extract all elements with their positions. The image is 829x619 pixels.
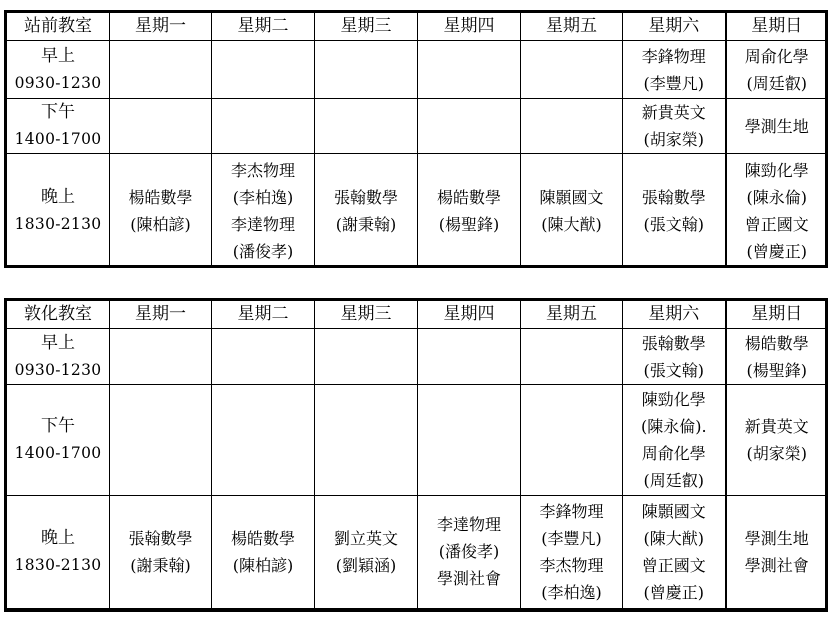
course-cell	[726, 495, 828, 608]
slot-label-cell	[7, 41, 110, 99]
slot-label-cell	[7, 385, 110, 495]
slot-name: 下午	[41, 415, 75, 436]
course-cell	[418, 385, 521, 495]
course-cell	[315, 41, 418, 99]
course-cell	[212, 154, 315, 268]
slot-name: 早上	[41, 45, 75, 66]
course-line: (潘俊孝)	[438, 542, 500, 562]
room-name: 敦化教室	[7, 301, 110, 329]
course-line: 楊皓數學	[128, 187, 193, 207]
slot-time: 1400-1700	[14, 130, 102, 148]
slot-row	[7, 385, 828, 495]
course-cell	[623, 41, 726, 99]
course-line: (陳永倫)	[746, 187, 807, 207]
course-cell	[315, 329, 418, 385]
room-name: 站前教室	[7, 13, 110, 41]
course-cell	[418, 99, 521, 154]
course-line: (陳柏諺)	[130, 214, 191, 234]
day-header: 星期日	[726, 13, 828, 41]
timetable-zhanqian	[4, 10, 828, 268]
course-line: (張文翰)	[643, 214, 704, 234]
course-cell	[110, 329, 212, 385]
course-line: (潘俊孝)	[232, 241, 294, 261]
course-cell	[521, 385, 623, 495]
header-row	[7, 301, 828, 329]
course-cell	[212, 495, 315, 608]
course-line: (周廷叡)	[643, 470, 704, 490]
course-line: (李柏逸)	[232, 187, 294, 207]
day-header: 星期二	[212, 301, 315, 329]
course-cell	[726, 154, 828, 268]
day-header: 星期一	[110, 13, 212, 41]
course-line: 劉立英文	[333, 528, 398, 548]
course-line: (楊聖鋒)	[746, 360, 807, 380]
course-line: 陳勁化學	[641, 389, 706, 409]
slot-time: 1400-1700	[14, 443, 102, 462]
course-cell	[212, 41, 315, 99]
course-line: (陳大猷)	[541, 214, 602, 234]
course-cell	[315, 385, 418, 495]
course-cell	[623, 495, 726, 608]
slot-time: 0930-1230	[14, 73, 102, 92]
slot-time: 0930-1230	[14, 360, 102, 379]
course-line: (李豐凡)	[541, 528, 602, 548]
course-line: 學測社會	[436, 569, 501, 589]
day-header: 星期六	[623, 13, 726, 41]
course-line: (周廷叡)	[746, 73, 807, 93]
course-cell	[110, 41, 212, 99]
course-line: 李鋒物理	[641, 46, 706, 66]
slot-name: 晚上	[41, 527, 75, 548]
course-line: 陳顥國文	[641, 501, 706, 521]
course-line: (謝秉翰)	[130, 555, 191, 575]
course-cell	[315, 495, 418, 608]
day-header: 星期三	[315, 301, 418, 329]
day-header: 星期五	[521, 301, 623, 329]
course-line: 楊皓數學	[230, 528, 295, 548]
course-cell	[726, 41, 828, 99]
course-cell	[110, 385, 212, 495]
course-cell	[726, 385, 828, 495]
slot-time: 1830-2130	[14, 214, 102, 233]
course-line: 張翰數學	[128, 528, 193, 548]
course-line: (曾慶正)	[643, 582, 704, 602]
course-line: 學測生地	[744, 116, 809, 136]
slot-label-cell	[7, 99, 110, 154]
course-line: 李達物理	[436, 515, 501, 535]
course-cell	[726, 329, 828, 385]
course-line: 楊皓數學	[744, 333, 809, 353]
course-cell	[315, 154, 418, 268]
course-line: (李柏逸)	[541, 582, 602, 602]
course-line: 張翰數學	[641, 333, 706, 353]
course-line: 李達物理	[230, 214, 295, 234]
course-cell	[418, 41, 521, 99]
slot-row	[7, 99, 828, 154]
course-line: 學測生地	[744, 528, 809, 548]
course-cell	[110, 99, 212, 154]
slot-label-cell	[7, 495, 110, 608]
course-line: (劉穎涵)	[335, 555, 397, 575]
course-cell	[418, 495, 521, 608]
course-line: (胡家榮)	[746, 443, 807, 463]
course-line: (陳大猷)	[643, 528, 704, 548]
course-line: 新貴英文	[744, 416, 809, 436]
course-line: 曾正國文	[641, 555, 706, 575]
slot-label-cell	[7, 154, 110, 268]
course-line: 李杰物理	[230, 160, 295, 180]
course-line: 周俞化學	[744, 46, 809, 66]
course-line: (胡家榮)	[643, 130, 704, 149]
course-cell	[212, 385, 315, 495]
slot-row	[7, 495, 828, 608]
course-line: 李鋒物理	[539, 501, 604, 521]
course-line: 新貴英文	[641, 103, 706, 122]
course-line: 張翰數學	[641, 187, 706, 207]
course-cell	[521, 329, 623, 385]
course-line: 陳顥國文	[539, 187, 604, 207]
course-line: 周俞化學	[641, 443, 706, 463]
slot-name: 早上	[41, 332, 75, 353]
course-cell	[623, 329, 726, 385]
slot-row	[7, 154, 828, 268]
course-cell	[623, 154, 726, 268]
day-header: 星期一	[110, 301, 212, 329]
day-header: 星期四	[418, 301, 521, 329]
course-cell	[623, 99, 726, 154]
course-line: (楊聖鋒)	[438, 214, 500, 234]
course-cell	[212, 99, 315, 154]
course-line: (張文翰)	[643, 360, 704, 380]
course-line: (李豐凡)	[643, 73, 704, 93]
course-cell	[110, 154, 212, 268]
course-cell	[521, 41, 623, 99]
course-cell	[212, 329, 315, 385]
course-cell	[726, 99, 828, 154]
course-line: 李杰物理	[539, 555, 604, 575]
slot-row	[7, 329, 828, 385]
slot-time: 1830-2130	[14, 555, 102, 574]
slot-name: 下午	[41, 102, 75, 122]
course-line: 張翰數學	[333, 187, 398, 207]
course-line: 曾正國文	[744, 214, 809, 234]
slot-label-cell	[7, 329, 110, 385]
day-header: 星期三	[315, 13, 418, 41]
day-header: 星期六	[623, 301, 726, 329]
course-cell	[521, 154, 623, 268]
day-header: 星期二	[212, 13, 315, 41]
timetable-dunhua	[4, 298, 828, 612]
course-cell	[521, 99, 623, 154]
course-cell	[623, 385, 726, 495]
course-line: 楊皓數學	[436, 187, 501, 207]
course-line: (曾慶正)	[746, 241, 807, 261]
day-header: 星期日	[726, 301, 828, 329]
day-header: 星期四	[418, 13, 521, 41]
course-cell	[521, 495, 623, 608]
course-cell	[315, 99, 418, 154]
header-row	[7, 13, 828, 41]
course-cell	[418, 329, 521, 385]
course-cell	[418, 154, 521, 268]
course-line: (謝秉翰)	[335, 214, 397, 234]
course-line: 陳勁化學	[744, 160, 809, 180]
slot-row	[7, 41, 828, 99]
course-line: 學測社會	[744, 555, 809, 575]
day-header: 星期五	[521, 13, 623, 41]
course-line: (陳永倫).	[640, 416, 707, 436]
slot-name: 晚上	[41, 186, 75, 207]
course-line: (陳柏諺)	[232, 555, 294, 575]
course-cell	[110, 495, 212, 608]
